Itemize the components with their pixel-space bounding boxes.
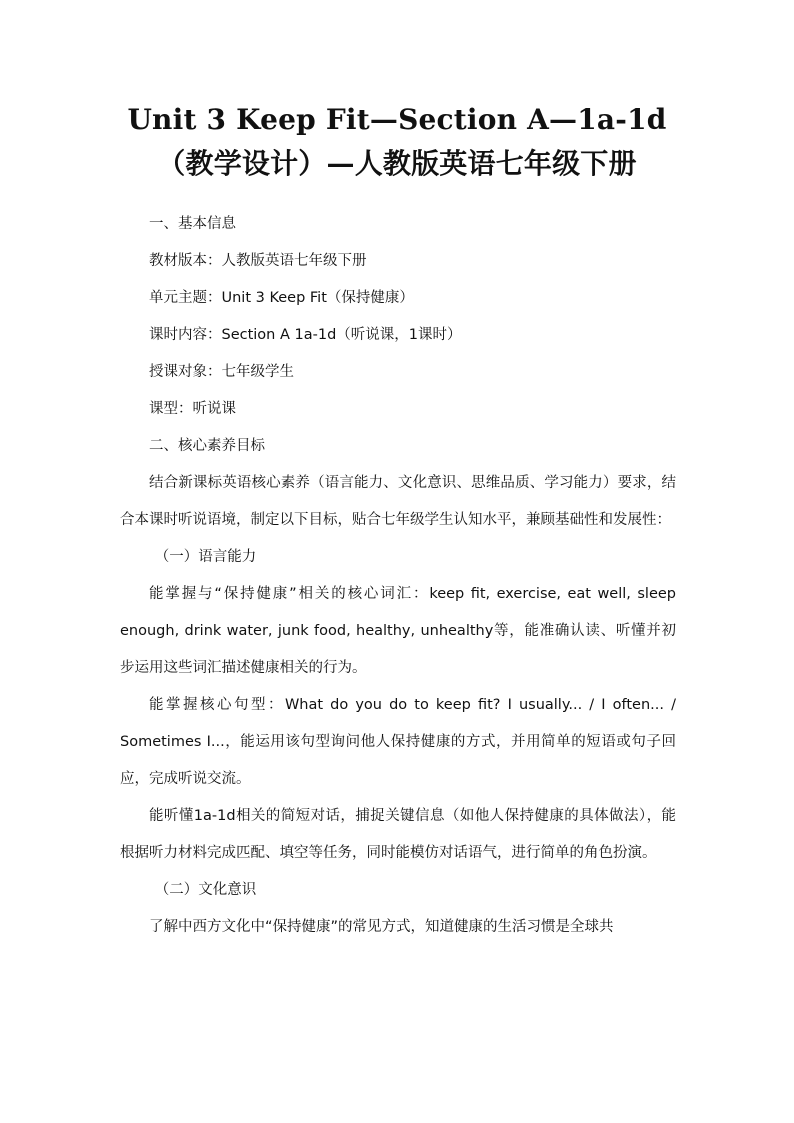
- document-body: [120, 206, 676, 946]
- language-ability-vocabulary: 能掌握与“保持健康”相关的核心词汇：keep fit, exercise, eat well, sleep enough, drink water, junk food, healthy, unhealthy等，能准确认读、听懂并初步运用这些词汇描述健康相关的行为。: [120, 586, 676, 676]
- document-title: Unit 3 Keep Fit—Section A—1a-1d（教学设计）—人教版英语七年级下册: [127, 103, 667, 180]
- info-target-students: 授课对象：七年级学生: [149, 364, 294, 380]
- cultural-awareness-text: 了解中西方文化中“保持健康”的常见方式，知道健康的生活习惯是全球共: [149, 919, 614, 935]
- core-goals-intro: 结合新课标英语核心素养（语言能力、文化意识、思维品质、学习能力）要求，结合本课时听说语境，制定以下目标，贴合七年级学生认知水平，兼顾基础性和发展性：: [120, 475, 676, 528]
- info-textbook-version: 教材版本：人教版英语七年级下册: [149, 253, 367, 269]
- subheading-language-ability: （一）语言能力: [154, 549, 257, 565]
- info-unit-theme: 单元主题：Unit 3 Keep Fit（保持健康）: [149, 290, 414, 306]
- subheading-cultural-awareness: （二）文化意识: [154, 882, 257, 898]
- section-heading-basic-info: 一、基本信息: [149, 216, 236, 232]
- info-lesson-content: 课时内容：Section A 1a-1d（听说课，1课时）: [149, 327, 462, 343]
- section-heading-core-goals: 二、核心素养目标: [149, 438, 265, 454]
- language-ability-listening: 能听懂1a-1d相关的简短对话，捕捉关键信息（如他人保持健康的具体做法），能根据听力材料完成匹配、填空等任务，同时能模仿对话语气，进行简单的角色扮演。: [120, 808, 676, 861]
- info-lesson-type: 课型：听说课: [149, 401, 236, 417]
- language-ability-sentence-patterns: 能掌握核心句型：What do you do to keep fit? I usually... / I often... / Sometimes I...，能运用该句型询问他人保持健康的方式，并用简单的短语或句子回应，完成听说交流。: [120, 697, 676, 787]
